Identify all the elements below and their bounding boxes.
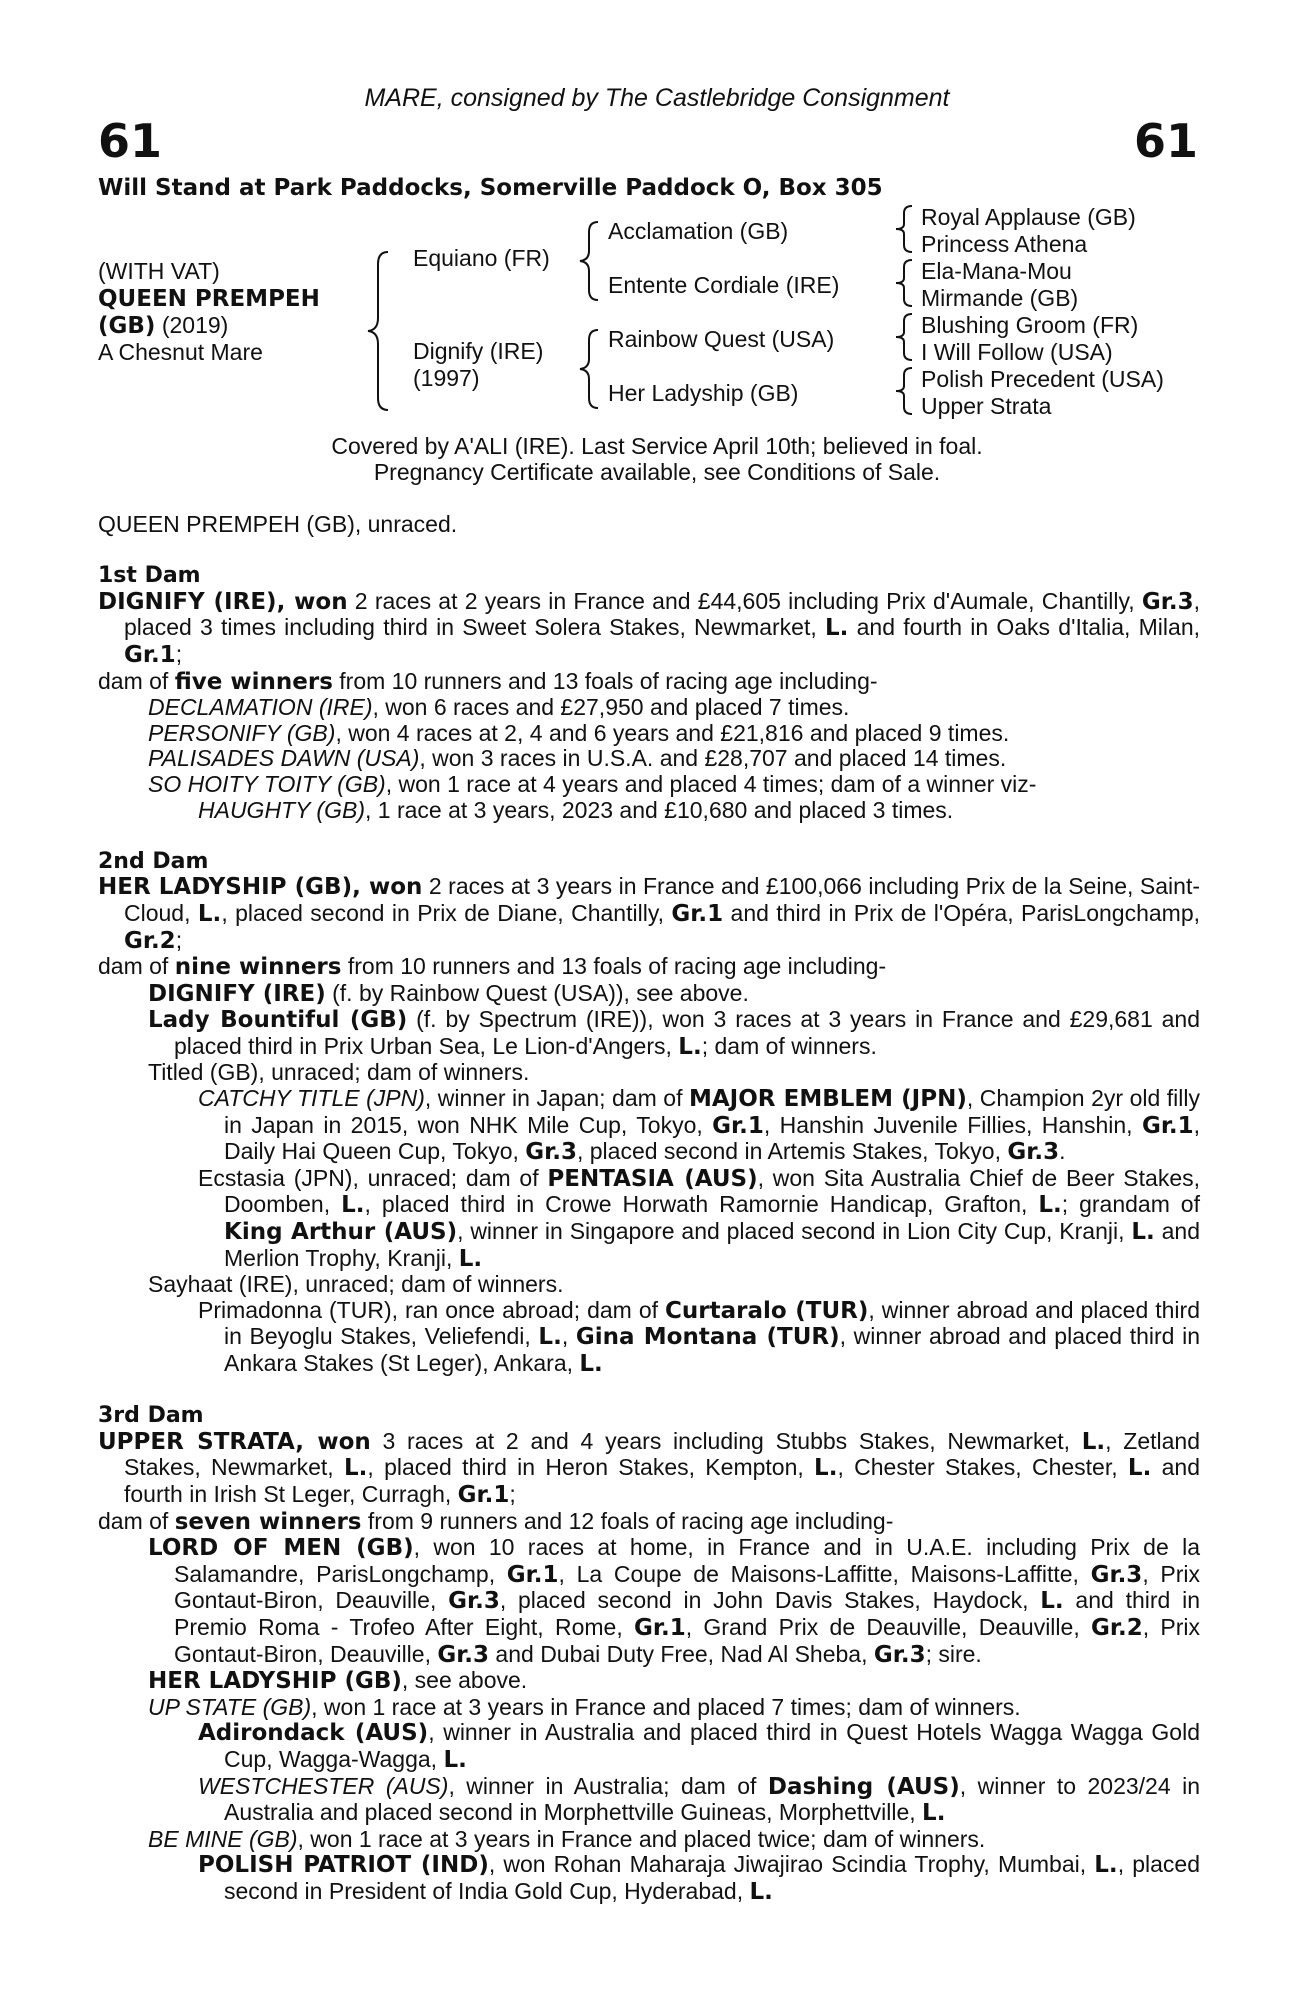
vat-label: (WITH VAT) [98, 258, 220, 284]
pedigree-brace-sire [578, 218, 602, 304]
first-dam-heading: 1st Dam [98, 563, 201, 589]
grandsire-6: I Will Follow (USA) [921, 339, 1113, 365]
grandsire-8: Upper Strata [921, 393, 1052, 419]
dam-dam: Her Ladyship (GB) [608, 380, 799, 406]
list-item: Sayhaat (IRE), unraced; dam of winners. [148, 1271, 564, 1298]
list-item: DECLAMATION (IRE), won 6 races and £27,950 and placed 7 times. [148, 694, 850, 721]
intro-line: QUEEN PREMPEH (GB), unraced. [98, 511, 458, 537]
pedigree-brace-main [366, 248, 394, 414]
pedigree-brace-g4 [894, 365, 916, 417]
pedigree-brace-g1 [894, 203, 916, 255]
covered-notice [0, 433, 1314, 485]
list-item: POLISH PATRIOT (IND), won Rohan Maharaja Jiwajirao Scindia Trophy, Mumbai, L., placed second in President of India Gold Cup, Hyderabad, L. [198, 1851, 1200, 1905]
consignment-line: MARE, consigned by The Castlebridge Consignment [364, 84, 950, 112]
grandsire-5: Blushing Groom (FR) [921, 312, 1139, 338]
covered-line-2: Pregnancy Certificate available, see Conditions of Sale. [373, 459, 941, 485]
list-item: SO HOITY TOITY (GB), won 1 race at 4 years and placed 4 times; dam of a winner viz- [148, 770, 1037, 797]
dam-year: (1997) [413, 365, 480, 391]
grandsire-7: Polish Precedent (USA) [921, 366, 1164, 392]
list-item: HER LADYSHIP (GB), see above. [148, 1667, 528, 1695]
third-dam-heading: 3rd Dam [98, 1403, 204, 1429]
list-item: PERSONIFY (GB), won 4 races at 2, 4 and 6 years and £21,816 and placed 9 times. [148, 719, 1010, 746]
covered-line-1: Covered by A'ALI (IRE). Last Service April 10th; believed in foal. [331, 433, 983, 459]
dam: Dignify (IRE) [413, 338, 544, 364]
list-item: BE MINE (GB), won 1 race at 3 years in France and placed twice; dam of winners. [148, 1825, 986, 1852]
catalogue-body [98, 512, 1200, 1905]
list-item: DIGNIFY (IRE) (f. by Rainbow Quest (USA)), see above. [148, 979, 749, 1007]
grandsire-2: Princess Athena [921, 231, 1088, 257]
horse-country-year: (GB) (2019) [98, 312, 229, 339]
list-item: LORD OF MEN (GB), won 10 races at home, in France and in U.A.E. including Prix de la Salamandre, ParisLongchamp, Gr.1, La Coupe de Maisons-Laffitte, Maisons-Laffitte, Gr.3, Prix Gontaut-Biron, Deauville, Gr.3, placed second in John Davis Stakes, Haydock, L. and third in Premio Roma - Trofeo After Eight, Rome, Gr.1, Grand Prix de Deauville, Deauville, Gr.2, Prix Gontaut-Biron, Deauville, Gr.3 and Dubai Duty Free, Nad Al Sheba, Gr.3; sire. [148, 1534, 1201, 1668]
list-item: UP STATE (GB), won 1 race at 3 years in France and placed 7 times; dam of winners. [148, 1693, 1021, 1720]
list-item: HAUGHTY (GB), 1 race at 3 years, 2023 and £10,680 and placed 3 times. [198, 796, 954, 823]
list-item: CATCHY TITLE (JPN), winner in Japan; dam of MAJOR EMBLEM (JPN), Champion 2yr old filly in Japan in 2015, won NHK Mile Cup, Tokyo, Gr.1, Hanshin Juvenile Fillies, Hanshin, Gr.1, Daily Hai Queen Cup, Tokyo, Gr.3, placed second in Artemis Stakes, Tokyo, Gr.3. [198, 1085, 1201, 1166]
second-dam-heading: 2nd Dam [98, 848, 209, 874]
stand-location: Will Stand at Park Paddocks, Somerville Paddock O, Box 305 [98, 175, 883, 201]
sire: Equiano (FR) [413, 245, 550, 271]
horse-description: A Chesnut Mare [98, 339, 263, 365]
pedigree-brace-dam [578, 326, 602, 412]
first-dam-produce-summary: dam of five winners from 10 runners and 13 foals of racing age including- [98, 667, 878, 695]
pedigree-brace-g3 [894, 311, 916, 363]
list-item: Primadonna (TUR), ran once abroad; dam of Curtaralo (TUR), winner abroad and placed third in Beyoglu Stakes, Veliefendi, L., Gina Montana (TUR), winner abroad and placed third in Ankara Stakes (St Leger), Ankara, L. [198, 1296, 1200, 1377]
dam-sire: Rainbow Quest (USA) [608, 326, 835, 352]
pedigree-brace-g2 [894, 257, 916, 309]
grandsire-3: Ela-Mana-Mou [921, 258, 1072, 284]
lot-number-left: 61 [98, 114, 163, 168]
list-item: Ecstasia (JPN), unraced; dam of PENTASIA (AUS), won Sita Australia Chief de Beer Stakes, Doomben, L., placed third in Crowe Horwath Ramornie Handicap, Grafton, L.; grandam of King Arthur (AUS), winner in Singapore and placed second in Lion City Cup, Kranji, L. and Merlion Trophy, Kranji, L. [198, 1164, 1201, 1272]
list-item: PALISADES DAWN (USA), won 3 races in U.S.A. and £28,707 and placed 14 times. [148, 745, 1007, 772]
list-item: WESTCHESTER (AUS), winner in Australia; dam of Dashing (AUS), winner to 2023/24 in Australia and placed second in Morphettville Guineas, Morphettville, L. [198, 1772, 1201, 1827]
third-dam-record: UPPER STRATA, won 3 races at 2 and 4 years including Stubbs Stakes, Newmarket, L., Zetland Stakes, Newmarket, L., placed third in Heron Stakes, Kempton, L., Chester Stakes, Chester, L. and fourth in Irish St Leger, Curragh, Gr.1; [98, 1427, 1201, 1508]
grandsire-4: Mirmande (GB) [921, 285, 1079, 311]
lot-number-right: 61 [1133, 114, 1198, 168]
second-dam-record: HER LADYSHIP (GB), won 2 races at 3 years in France and £100,066 including Prix de la Seine, Saint-Cloud, L., placed second in Prix de Diane, Chantilly, Gr.1 and third in Prix de l'Opéra, ParisLongchamp, Gr.2; [98, 873, 1201, 954]
second-dam-produce-summary: dam of nine winners from 10 runners and 13 foals of racing age including- [98, 953, 887, 981]
sire-sire: Acclamation (GB) [608, 218, 789, 244]
horse-name: QUEEN PREMPEH [98, 286, 320, 312]
list-item: Adirondack (AUS), winner in Australia and placed third in Quest Hotels Wagga Wagga Gold Cup, Wagga-Wagga, L. [198, 1719, 1200, 1773]
list-item: Lady Bountiful (GB) (f. by Spectrum (IRE)), won 3 races at 3 years in France and £29,681 and placed third in Prix Urban Sea, Le Lion-d'Angers, L.; dam of winners. [148, 1006, 1200, 1060]
list-item: Titled (GB), unraced; dam of winners. [148, 1059, 530, 1086]
sire-dam: Entente Cordiale (IRE) [608, 272, 840, 298]
grandsire-1: Royal Applause (GB) [921, 204, 1136, 230]
first-dam-record: DIGNIFY (IRE), won 2 races at 2 years in France and £44,605 including Prix d'Aumale, Chantilly, Gr.3, placed 3 times including third in Sweet Solera Stakes, Newmarket, L. and fourth in Oaks d'Italia, Milan, Gr.1; [98, 587, 1201, 668]
third-dam-produce-summary: dam of seven winners from 9 runners and 12 foals of racing age including- [98, 1507, 894, 1535]
